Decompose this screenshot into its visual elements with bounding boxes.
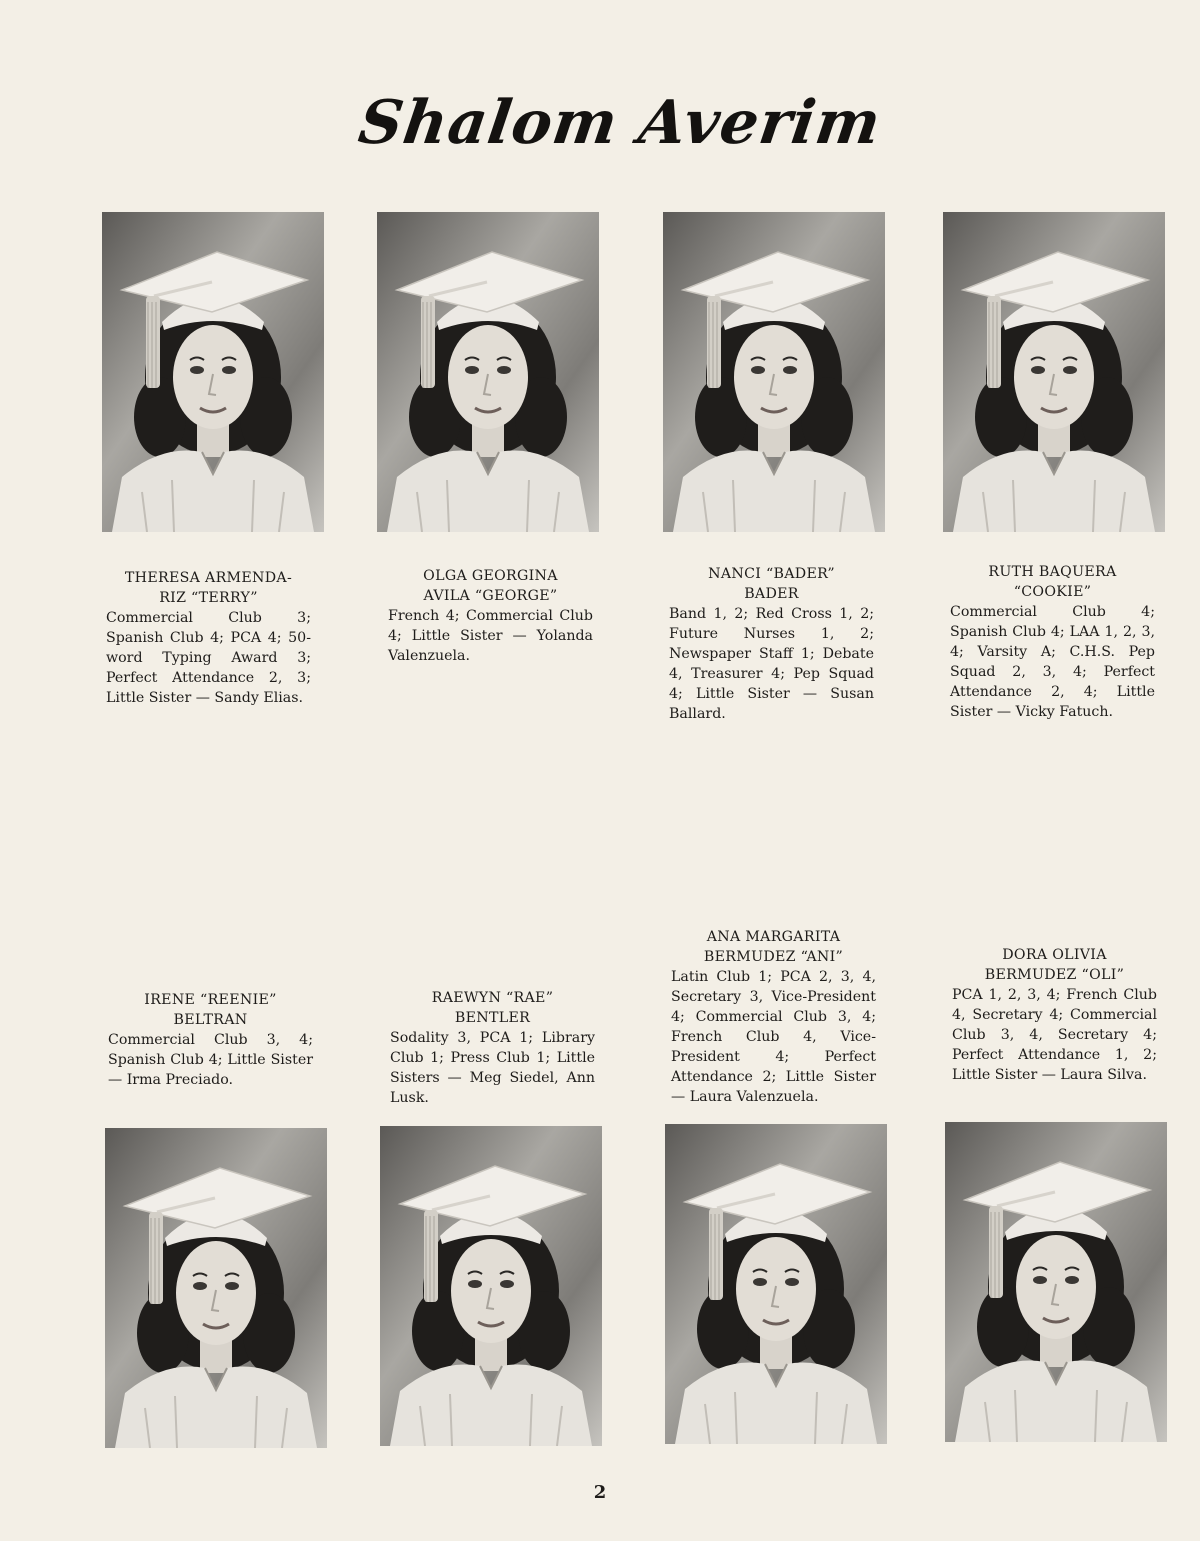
student-portrait-6 [380,1126,602,1446]
student-name-line1: DORA OLIVIA [1002,947,1107,963]
student-bio-2 [388,566,593,666]
student-name-line2: BERMUDEZ “OLI” [984,967,1125,983]
student-name-line1: NANCI “BADER” [708,566,835,582]
student-portrait-4 [943,212,1165,532]
student-name-line2: BELTRAN [173,1012,248,1028]
student-portrait-5 [105,1128,327,1448]
student-name-line1: ANA MARGARITA [706,929,841,945]
student-portrait-1 [102,212,324,532]
student-portrait-8 [945,1122,1167,1442]
student-name-line1: IRENE “REENIE” [144,992,277,1008]
student-bio-3 [669,564,874,724]
student-name-line2: BERMUDEZ “ANI” [703,949,844,965]
student-name-line1: RAEWYN “RAE” [431,990,554,1006]
student-bio-4 [950,562,1155,722]
student-details: Commercial Club 3; Spanish Club 4; PCA 4; 50-word Typing Award 3; Perfect Attendance 2, 3; Little Sister — Sandy Elias. [106,610,311,706]
student-portrait-3 [663,212,885,532]
student-name-line2: BADER [744,586,799,602]
student-details: Commercial Club 3, 4; Spanish Club 4; Little Sister — Irma Preciado. [108,1032,313,1088]
student-name-line2: RIZ “TERRY” [159,590,258,606]
student-name-line2: BENTLER [454,1010,531,1026]
student-name-line2: “COOKIE” [1013,584,1092,600]
student-details: PCA 1, 2, 3, 4; French Club 4, Secretary 4; Commercial Club 3, 4, Secretary 4; Perfect Attendance 1, 2; Little Sister — Laura Silva. [952,987,1157,1083]
student-name-line2: AVILA “GEORGE” [423,588,558,604]
student-details: French 4; Commercial Club 4; Little Sister — Yolanda Valenzuela. [388,608,593,664]
student-bio-5 [108,990,313,1090]
student-bio-7 [671,927,876,1107]
student-details: Sodality 3, PCA 1; Library Club 1; Press Club 1; Little Sisters — Meg Siedel, Ann Lusk. [390,1030,595,1106]
student-bio-1 [106,568,311,708]
student-details: Commercial Club 4; Spanish Club 4; LAA 1, 2, 3, 4; Varsity A; C.H.S. Pep Squad 2, 3, 4; Perfect Attendance 2, 4; Little Sister — Vicky Fatuch. [950,604,1155,720]
student-name-line1: THERESA ARMENDA- [124,570,293,586]
student-portrait-7 [665,1124,887,1444]
student-details: Latin Club 1; PCA 2, 3, 4, Secretary 3, Vice-President 4; Commercial Club 3, 4; French Club 4, Vice-President 4; Perfect Attendance 2; Little Sister — Laura Valenzuela. [671,969,876,1105]
page-number: 2 [593,1482,607,1503]
student-details: Band 1, 2; Red Cross 1, 2; Future Nurses 1, 2; Newspaper Staff 1; Debate 4, Treasurer 4; Pep Squad 4; Little Sister — Susan Ballard. [669,606,874,722]
student-bio-6 [390,988,595,1108]
student-bio-8 [952,945,1157,1085]
student-name-line1: RUTH BAQUERA [988,564,1117,580]
student-portrait-2 [377,212,599,532]
page-title: Shalom Averim [354,88,886,158]
student-name-line1: OLGA GEORGINA [423,568,558,584]
